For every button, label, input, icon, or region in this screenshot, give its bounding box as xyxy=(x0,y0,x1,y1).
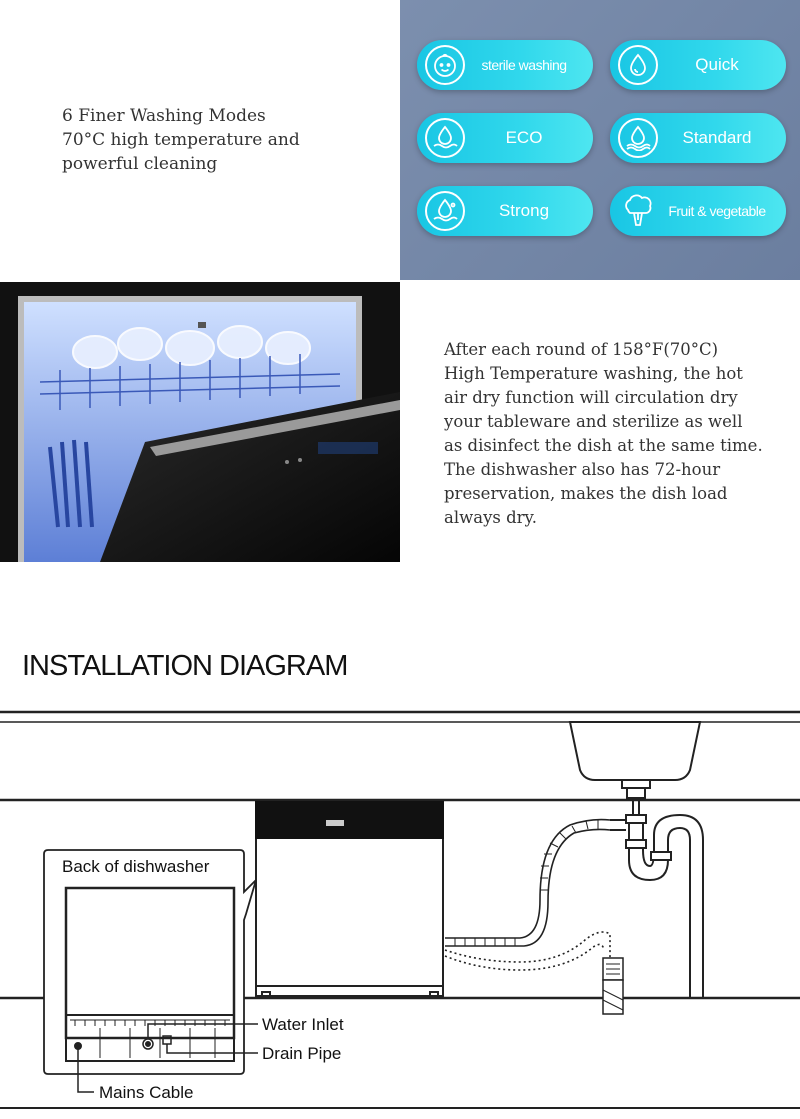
washing-modes-description xyxy=(62,104,382,176)
dry-text-line-6: The dishwasher also has 72-hour xyxy=(444,460,721,479)
drop-wave-icon xyxy=(425,118,465,158)
mode-standard[interactable] xyxy=(610,113,786,163)
inset-title: Back of dishwasher xyxy=(62,857,210,876)
dry-text-line-7: preservation, makes the dish load xyxy=(444,484,728,503)
water-inlet-hose xyxy=(445,820,610,946)
dry-text-line-8: always dry. xyxy=(444,508,537,527)
mode-label: Standard xyxy=(682,128,752,147)
drop-wave-icon xyxy=(618,118,658,158)
mode-strong[interactable] xyxy=(417,186,593,236)
dishwasher-unit xyxy=(256,802,443,998)
mode-label: Strong xyxy=(498,201,550,220)
mode-label: Quick xyxy=(695,55,739,74)
mode-label: ECO xyxy=(505,128,543,147)
installation-title: INSTALLATION DIAGRAM xyxy=(22,650,348,682)
modes-text-line-1: 6 Finer Washing Modes xyxy=(62,106,266,126)
back-of-dishwasher-inset xyxy=(44,850,258,1092)
dry-text-line-3: air dry function will circulation dry xyxy=(444,388,738,407)
drop-bubbles-icon xyxy=(425,191,465,231)
mains-cable-label: Mains Cable xyxy=(99,1083,194,1102)
dishwasher-open-photo xyxy=(0,282,400,562)
mode-fruit-vegetable[interactable] xyxy=(610,186,786,236)
sink xyxy=(570,722,703,998)
water-inlet-label: Water Inlet xyxy=(262,1015,344,1034)
modes-text-line-3: powerful cleaning xyxy=(62,154,218,174)
mode-quick[interactable] xyxy=(610,40,786,90)
installation-diagram xyxy=(0,700,800,1119)
dry-text-line-5: as disinfect the dish at the same time. xyxy=(444,436,763,455)
mode-sterile-washing[interactable] xyxy=(417,40,593,90)
mode-label: Fruit & vegetable xyxy=(668,203,766,219)
water-drop-icon xyxy=(618,45,658,85)
dry-text-line-4: your tableware and sterilize as well xyxy=(444,412,743,431)
dry-text-line-1: After each round of 158°F(70°C) xyxy=(444,340,719,359)
mode-eco[interactable] xyxy=(417,113,593,163)
mode-label: sterile washing xyxy=(481,57,567,73)
dry-text-line-2: High Temperature washing, the hot xyxy=(444,364,743,383)
washing-modes-panel xyxy=(400,0,800,280)
modes-text-line-2: 70°C high temperature and xyxy=(62,130,300,150)
broccoli-icon xyxy=(618,191,658,231)
drain-pipe-label: Drain Pipe xyxy=(262,1044,342,1063)
baby-face-icon xyxy=(425,45,465,85)
drain-hose-holder xyxy=(603,958,623,1014)
hot-air-drying-description xyxy=(444,338,789,530)
